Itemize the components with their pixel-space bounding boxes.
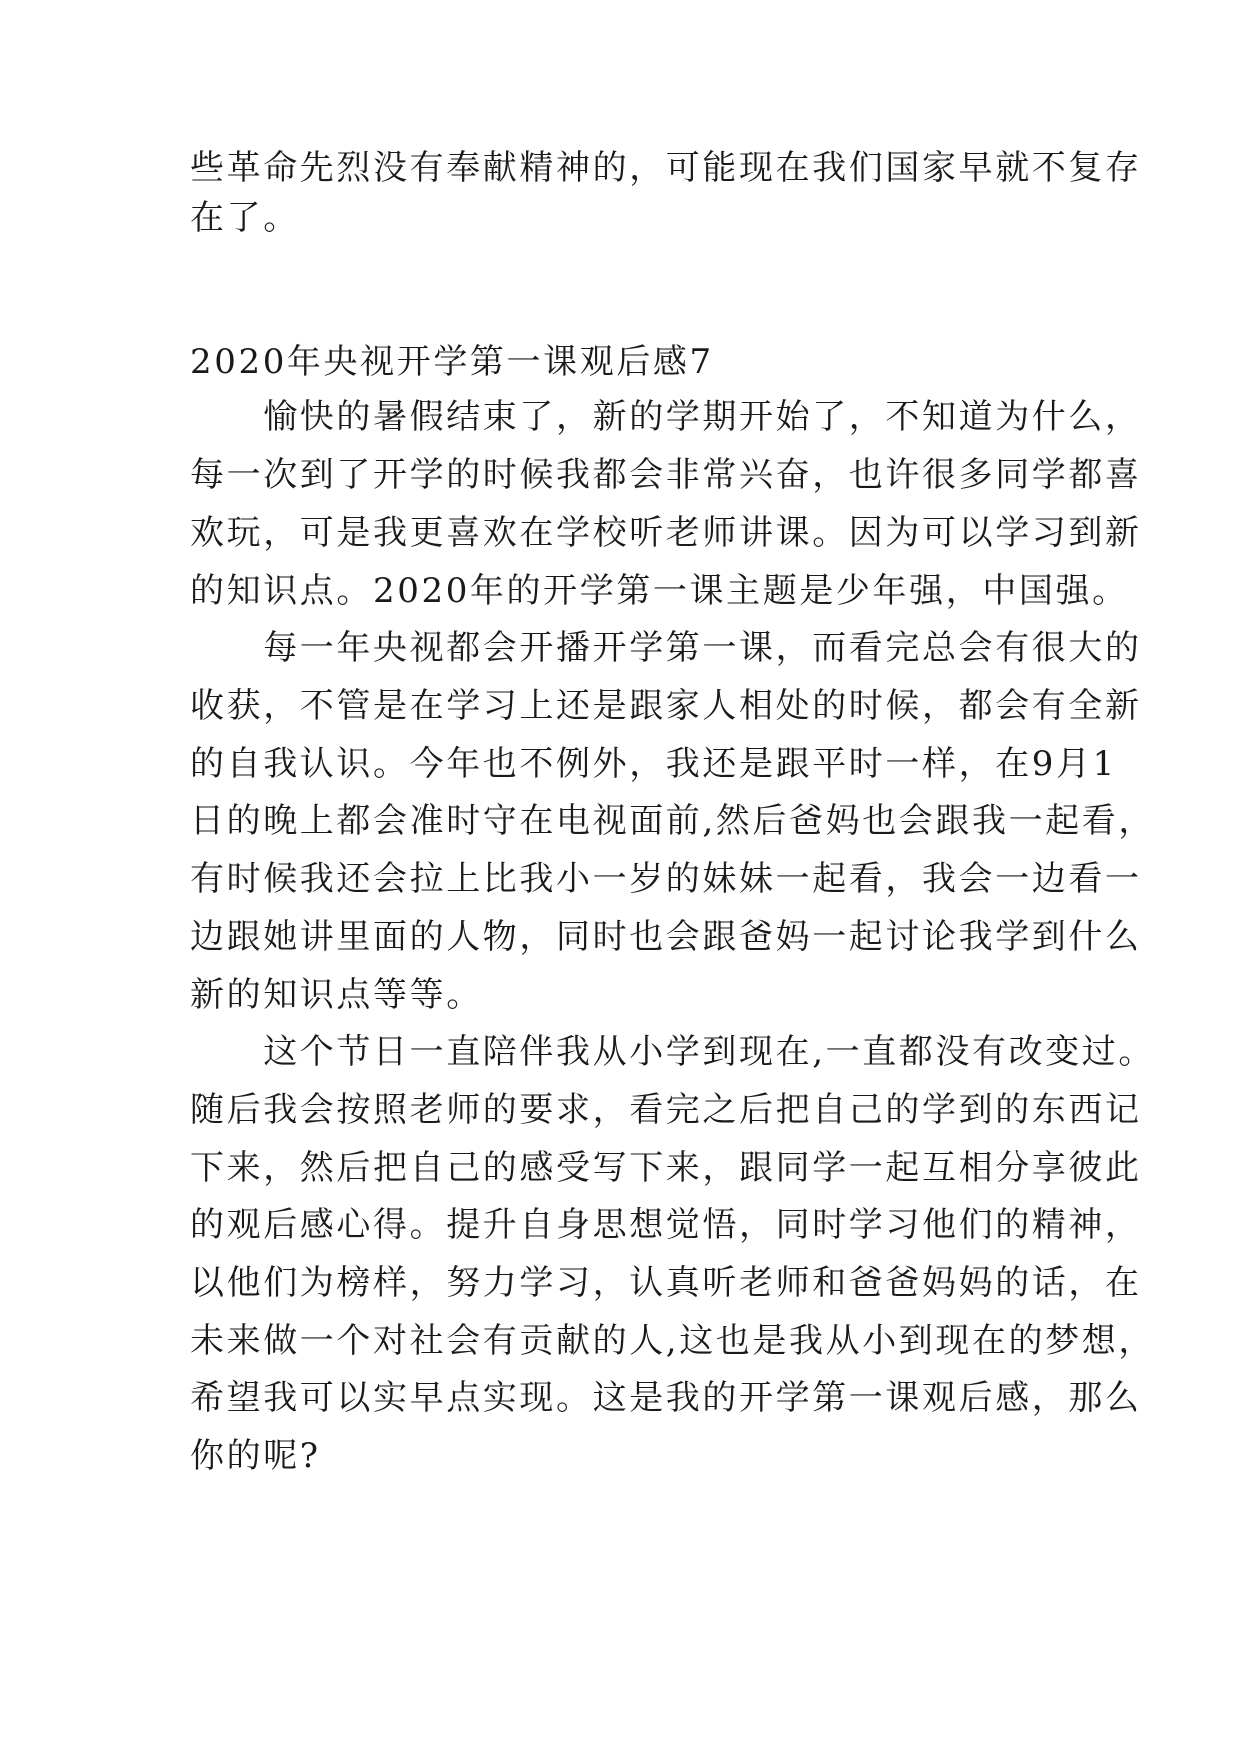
- p3-line-6: 未来做一个对社会有贡献的人,这也是我从小到现在的梦想，: [190, 1321, 1156, 1361]
- p3-line-8: 你的呢?: [190, 1436, 321, 1476]
- p3-line-5: 以他们为榜样，努力学习，认真听老师和爸爸妈妈的话，在: [190, 1263, 1142, 1303]
- p1-line-3: 欢玩，可是我更喜欢在学校听老师讲课。因为可以学习到新: [190, 513, 1142, 553]
- p1-line-1: 愉快的暑假结束了，新的学期开始了，不知道为什么，: [190, 397, 1142, 437]
- p1-line-4: 的知识点。2020年的开学第一课主题是少年强，中国强。: [190, 571, 1129, 611]
- intro-line-1: 些革命先烈没有奉献精神的，可能现在我们国家早就不复存: [190, 148, 1142, 188]
- section-heading: 2020年央视开学第一课观后感7: [190, 342, 714, 382]
- p3-line-2: 随后我会按照老师的要求，看完之后把自己的学到的东西记: [190, 1090, 1142, 1130]
- p3-line-1: 这个节日一直陪伴我从小学到现在,一直都没有改变过。: [190, 1032, 1156, 1072]
- p2-line-2: 收获，不管是在学习上还是跟家人相处的时候，都会有全新: [190, 686, 1142, 726]
- intro-line-2: 在了。: [190, 198, 300, 238]
- p2-line-4: 日的晚上都会准时守在电视面前,然后爸妈也会跟我一起看，: [190, 801, 1156, 841]
- p1-line-2: 每一次到了开学的时候我都会非常兴奋，也许很多同学都喜: [190, 455, 1142, 495]
- p2-line-1: 每一年央视都会开播开学第一课，而看完总会有很大的: [190, 628, 1142, 668]
- p2-line-5: 有时候我还会拉上比我小一岁的妹妹一起看，我会一边看一: [190, 859, 1142, 899]
- p3-line-7: 希望我可以实早点实现。这是我的开学第一课观后感，那么: [190, 1378, 1142, 1418]
- p2-line-7: 新的知识点等等。: [190, 975, 483, 1015]
- p2-line-3: 的自我认识。今年也不例外，我还是跟平时一样，在9月1: [190, 744, 1117, 784]
- p3-line-3: 下来，然后把自己的感受写下来，跟同学一起互相分享彼此: [190, 1148, 1142, 1188]
- p3-line-4: 的观后感心得。提升自身思想觉悟，同时学习他们的精神，: [190, 1205, 1142, 1245]
- p2-line-6: 边跟她讲里面的人物，同时也会跟爸妈一起讨论我学到什么: [190, 917, 1142, 957]
